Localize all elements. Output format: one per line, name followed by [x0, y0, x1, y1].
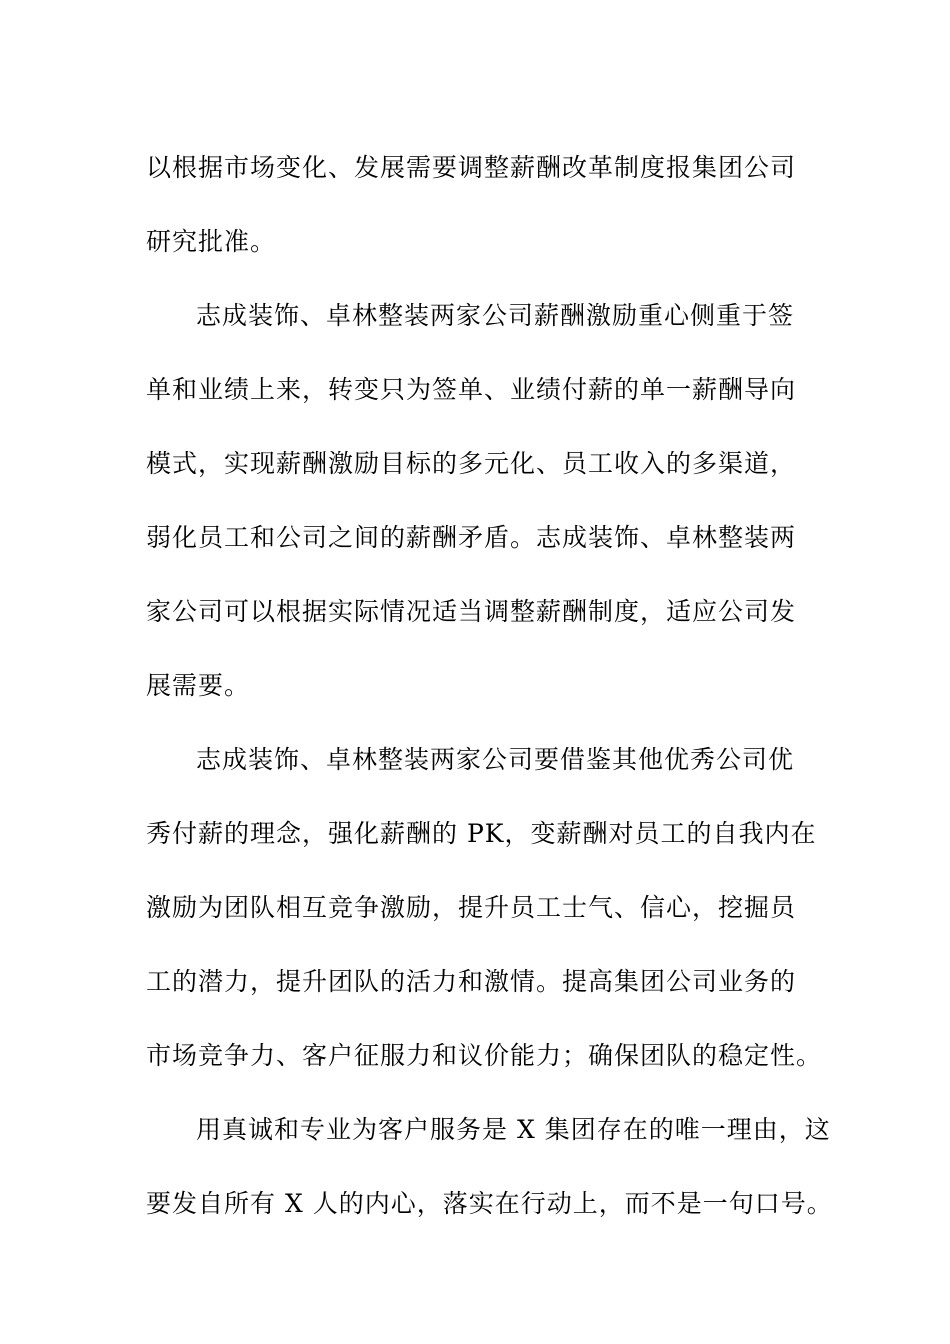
paragraph-line: 激励为团队相互竞争激励，提升员工士气、信心，挖掘员 [146, 893, 797, 922]
paragraph-line: 工的潜力，提升团队的活力和激情。提高集团公司业务的 [146, 967, 797, 996]
paragraph-line: 志成装饰、卓林整装两家公司要借鉴其他优秀公司优 [196, 745, 795, 774]
paragraph-4 [146, 1093, 833, 1241]
document-body [146, 131, 833, 1241]
paragraph-line: 家公司可以根据实际情况适当调整薪酬制度，适应公司发 [146, 597, 797, 626]
paragraph-line: 研究批准。 [146, 227, 277, 256]
paragraph-line: 要发自所有 X 人的内心，落实在行动上，而不是一句口号。 [146, 1189, 833, 1218]
paragraph-line: 模式，实现薪酬激励目标的多元化、员工收入的多渠道， [146, 449, 797, 478]
paragraph-2 [146, 279, 818, 723]
paragraph-1 [146, 131, 818, 279]
paragraph-line: 弱化员工和公司之间的薪酬矛盾。志成装饰、卓林整装两 [146, 523, 797, 552]
paragraph-line: 以根据市场变化、发展需要调整薪酬改革制度报集团公司 [146, 153, 797, 182]
paragraph-line: 市场竞争力、客户征服力和议价能力；确保团队的稳定性。 [146, 1041, 823, 1070]
paragraph-line: 秀付薪的理念，强化薪酬的 PK，变薪酬对员工的自我内在 [146, 819, 817, 848]
paragraph-line: 志成装饰、卓林整装两家公司薪酬激励重心侧重于签 [196, 301, 795, 330]
paragraph-line: 展需要。 [146, 671, 251, 700]
paragraph-line: 单和业绩上来，转变只为签单、业绩付薪的单一薪酬导向 [146, 375, 797, 404]
paragraph-line: 用真诚和专业为客户服务是 X 集团存在的唯一理由，这 [196, 1115, 831, 1144]
paragraph-3 [146, 723, 823, 1093]
